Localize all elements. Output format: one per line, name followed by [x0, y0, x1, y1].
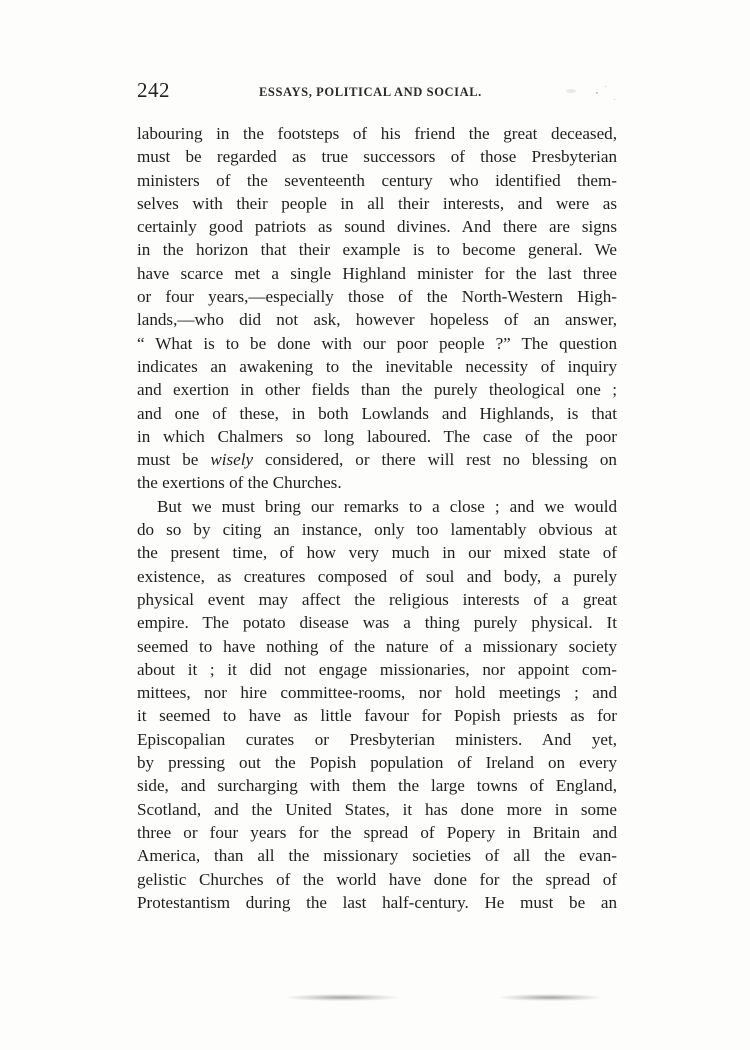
text-line: gelistic Churches of the world have done for the spread of: [137, 869, 617, 889]
paragraph-first-line: But we must bring our remarks to a close ; and we would: [157, 496, 617, 516]
text-line: ministers of the seventeenth century who identified them-: [137, 170, 617, 190]
text-line: in which Chalmers so long laboured. The case of the poor: [137, 426, 617, 446]
text-line: labouring in the footsteps of his friend the great deceased,: [137, 124, 617, 143]
text-line: America, than all the missionary societies of all the evan-: [137, 846, 617, 866]
page-header: [137, 78, 615, 108]
text-line: Scotland, and the United States, it has done more in some: [137, 799, 617, 819]
italic-word: wisely: [210, 450, 254, 470]
running-title: ESSAYS, POLITICAL AND SOCIAL.: [259, 85, 482, 99]
text-line: selves with their people in all their interests, and were as: [137, 193, 617, 213]
text-line: by pressing out the Popish population of Ireland on every: [137, 753, 617, 773]
body-text: [137, 122, 617, 914]
page-number: 242: [137, 78, 170, 102]
paper-speck: [605, 86, 606, 87]
text-line-with-italic: [137, 448, 617, 471]
text-line: “ What is to be done with our poor people ?” The question: [137, 333, 617, 353]
text-line: and exertion in other fields than the purely theological one ;: [137, 380, 617, 400]
text-line: mittees, nor hire committee-rooms, nor hold meetings ; and: [137, 683, 617, 703]
text-line: side, and surcharging with them the large towns of England,: [137, 776, 617, 796]
text-line: indicates an awakening to the inevitable necessity of inquiry: [137, 356, 617, 376]
ink-smudge: [566, 89, 576, 93]
text-line: about it ; it did not engage missionaries, nor appoint com-: [137, 659, 617, 679]
text-line: it seemed to have as little favour for Popish priests as for: [137, 706, 617, 726]
paragraph-2: [137, 495, 617, 914]
paper-speck: [614, 99, 615, 100]
text-line: the present time, of how very much in our mixed state of: [137, 543, 617, 563]
text-line: do so by citing an instance, only too lamentably obvious at: [137, 520, 617, 540]
text-segment: must be: [137, 450, 211, 470]
text-line: have scarce met a single Highland minister for the last three: [137, 263, 617, 283]
page-edge-shadow: [499, 994, 601, 1001]
text-line: or four years,—especially those of the North-Western High-: [137, 287, 617, 307]
text-line: three or four years for the spread of Popery in Britain and: [137, 822, 617, 842]
text-line: certainly good patriots as sound divines. And there are signs: [137, 217, 617, 237]
text-line: empire. The potato disease was a thing purely physical. It: [137, 613, 617, 633]
paragraph-last-line: the exertions of the Churches.: [137, 473, 342, 493]
text-line: Protestantism during the last half-century. He must be an: [137, 892, 617, 912]
text-segment: considered, or there will rest no blessing on: [253, 450, 617, 470]
text-line: Episcopalian curates or Presbyterian ministers. And yet,: [137, 729, 617, 749]
text-line: existence, as creatures composed of soul and body, a purely: [137, 566, 617, 586]
paragraph-1: [137, 122, 617, 495]
text-line: seemed to have nothing of the nature of a missionary society: [137, 636, 617, 656]
paper-speck: [596, 92, 598, 94]
page-edge-shadow: [286, 994, 398, 1001]
text-line: in the horizon that their example is to become general. We: [137, 240, 617, 260]
text-line: physical event may affect the religious interests of a great: [137, 589, 617, 609]
text-line: must be regarded as true successors of those Presbyterian: [137, 147, 617, 167]
text-line: and one of these, in both Lowlands and Highlands, is that: [137, 403, 617, 423]
text-line: lands,—who did not ask, however hopeless of an answer,: [137, 310, 617, 330]
